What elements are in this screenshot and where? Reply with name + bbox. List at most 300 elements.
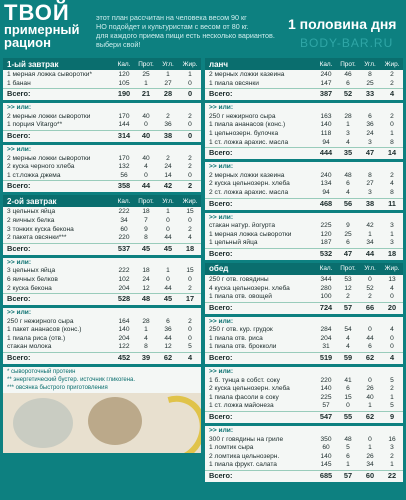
row-value: 0 [144, 121, 148, 129]
or-label [3, 259, 201, 268]
row-value: 0 [144, 171, 148, 179]
row-value: 62 [163, 353, 173, 363]
total-row [3, 88, 201, 99]
row-item: 1 пиала фасоли в соку [209, 393, 279, 401]
row-value: 20 [387, 302, 397, 312]
row-value: 25 [344, 230, 352, 238]
total-row [205, 470, 403, 481]
row-value: 4 [389, 353, 395, 363]
row-value: 204 [320, 334, 332, 342]
row-value: 102 [118, 275, 130, 283]
row-value: 8 [368, 171, 372, 179]
row-value: 40 [142, 154, 150, 162]
column-header: Угл. [364, 265, 376, 273]
row-value: 39 [141, 353, 151, 363]
row-value: 1 [390, 129, 394, 137]
food-row [3, 234, 201, 243]
row-value: 280 [320, 284, 332, 292]
row-item: 1 пиала отв. риса [209, 334, 263, 342]
section-header [3, 195, 201, 207]
row-value: 40 [141, 130, 151, 140]
intro-line: выбери свой! [96, 40, 141, 49]
row-item: 3 тонких куска бекона [7, 225, 74, 233]
row-item: Всего: [209, 302, 233, 312]
food-row [205, 222, 403, 231]
row-item: Всего: [7, 243, 31, 253]
row-item: 2 куска бекона [7, 284, 52, 292]
food-row [205, 402, 403, 411]
row-item: 1 пиала отв. брокколи [209, 343, 277, 351]
column-header: Кал. [319, 265, 333, 273]
food-photo [3, 393, 201, 453]
row-value: 140 [320, 452, 332, 460]
row-value: 140 [320, 121, 332, 129]
row-value: 190 [117, 89, 131, 99]
food-row [205, 453, 403, 462]
food-row [205, 343, 403, 352]
row-value: 0 [188, 216, 192, 224]
row-value: 60 [322, 444, 330, 452]
row-value: 8 [144, 343, 148, 351]
row-value: 52 [343, 89, 353, 99]
watermark: BODY-BAR.RU [300, 36, 394, 50]
food-row [3, 326, 201, 335]
row-value: 11 [388, 198, 396, 208]
food-row [205, 377, 403, 386]
row-value: 0 [390, 293, 394, 301]
food-row [205, 239, 403, 248]
row-value: 22 [387, 471, 397, 480]
section-header [205, 263, 403, 275]
row-value: 0 [390, 343, 394, 351]
column-header: Угл. [364, 60, 376, 68]
row-value: 44 [141, 181, 151, 191]
column-header: Жир. [384, 60, 400, 68]
meal-option [205, 103, 403, 159]
food-row [205, 394, 403, 403]
half-day-title: 1 половина дня [288, 16, 397, 32]
row-value: 170 [118, 112, 130, 120]
row-value: 1 [390, 461, 394, 469]
row-value: 532 [319, 248, 333, 258]
row-value: 1 [368, 444, 372, 452]
row-item: 2 куска цельнозерн. хлеба [209, 180, 290, 188]
row-value: 0 [368, 435, 372, 443]
row-item: стакан натур. йогурта [209, 222, 276, 230]
or-text: >> или: [209, 213, 234, 221]
row-item: 250 г нежирного сыра [209, 112, 276, 120]
row-item: Всего: [209, 198, 233, 208]
row-value: 222 [118, 267, 130, 275]
total-row [205, 248, 403, 259]
row-value: 164 [118, 317, 130, 325]
right-column [205, 58, 403, 485]
row-value: 27 [164, 79, 172, 87]
row-item: 250 г отв. кур. грудок [209, 326, 273, 334]
or-label [3, 309, 201, 318]
left-column [3, 58, 201, 453]
footnote: * сывороточный протеин [7, 369, 76, 376]
row-value: 45 [163, 243, 173, 253]
food-row [205, 461, 403, 470]
row-value: 1 [368, 402, 372, 410]
row-value: 163 [320, 112, 332, 120]
total-row [205, 147, 403, 158]
row-value: 0 [187, 130, 193, 140]
row-value: 28 [142, 317, 150, 325]
logo-line3: рацион [4, 35, 51, 50]
row-value: 8 [144, 234, 148, 242]
row-value: 44 [164, 284, 172, 292]
row-value: 66 [365, 302, 375, 312]
row-value: 52 [366, 284, 374, 292]
row-item: Всего: [7, 130, 31, 140]
row-value: 4 [390, 284, 394, 292]
row-value: 145 [320, 461, 332, 469]
row-value: 5 [346, 444, 350, 452]
row-value: 3 [346, 129, 350, 137]
or-text: >> или: [209, 368, 234, 376]
row-value: 528 [117, 294, 131, 304]
row-value: 18 [185, 243, 195, 253]
row-value: 120 [118, 71, 130, 78]
row-value: 56 [343, 198, 353, 208]
row-value: 28 [163, 89, 173, 99]
row-value: 358 [117, 181, 131, 191]
row-value: 2 [368, 293, 372, 301]
oatmeal-image [88, 397, 142, 445]
row-value: 147 [320, 79, 332, 87]
food-row [205, 113, 403, 122]
row-item: Всего: [7, 353, 31, 363]
food-row [3, 343, 201, 352]
row-value: 1 [390, 230, 394, 238]
total-row [205, 198, 403, 209]
row-value: 6 [346, 79, 350, 87]
row-value: 314 [117, 130, 131, 140]
row-item: 2 мерные ложки сыворотки [7, 112, 91, 120]
intro-text [96, 13, 286, 49]
column-header: Кал. [117, 60, 131, 68]
row-value: 204 [118, 334, 130, 342]
row-value: 6 [346, 452, 350, 460]
row-value: 444 [319, 148, 333, 158]
row-value: 42 [366, 222, 374, 230]
intro-line: НО подойдет и культуристам с весом от 80 кг. [96, 22, 249, 31]
row-value: 187 [320, 239, 332, 247]
total-row [205, 302, 403, 313]
row-value: 2 [390, 71, 394, 78]
row-value: 24 [142, 275, 150, 283]
food-row [3, 335, 201, 344]
or-text: >> или: [7, 145, 32, 153]
row-value: 387 [319, 89, 333, 99]
row-item: 2 мерных ложки казеина [209, 171, 285, 179]
row-value: 6 [368, 343, 372, 351]
section-header [3, 58, 201, 70]
row-item: 2 мерных ложки казеина [209, 71, 285, 78]
row-item: Всего: [209, 89, 233, 99]
row-item: Всего: [209, 471, 233, 480]
row-value: 33 [365, 89, 375, 99]
row-item: 1 ст.ложка джема [7, 171, 61, 179]
row-value: 2 [390, 79, 394, 87]
row-value: 5 [390, 376, 394, 384]
row-value: 3 [368, 188, 372, 196]
row-value: 24 [366, 129, 374, 137]
row-value: 0 [166, 275, 170, 283]
row-item: 2 ст. ложка арахис. масла [209, 188, 289, 196]
row-value: 59 [343, 353, 353, 363]
row-item: Всего: [209, 353, 233, 363]
row-item: Всего: [209, 148, 233, 158]
meal-option [205, 367, 403, 423]
row-value: 38 [365, 198, 375, 208]
row-item: 1 пиала ананасов (конс.) [209, 121, 286, 129]
total-row [3, 243, 201, 254]
row-value: 14 [387, 148, 397, 158]
row-value: 45 [141, 243, 151, 253]
row-value: 34 [366, 239, 374, 247]
row-value: 28 [344, 112, 352, 120]
row-value: 132 [118, 163, 130, 171]
row-value: 5 [188, 343, 192, 351]
row-value: 1 [166, 208, 170, 216]
food-row [3, 208, 201, 217]
row-value: 220 [118, 234, 130, 242]
meal-option [205, 213, 403, 260]
row-value: 34 [366, 461, 374, 469]
row-value: 1 [166, 71, 170, 78]
row-value: 204 [118, 284, 130, 292]
food-row [3, 318, 201, 327]
row-value: 0 [187, 89, 193, 99]
row-value: 4 [346, 138, 350, 146]
row-value: 170 [118, 154, 130, 162]
row-value: 4 [390, 326, 394, 334]
meal-option [3, 70, 201, 100]
row-value: 1 [188, 71, 192, 78]
row-item: Всего: [209, 412, 233, 422]
row-value: 8 [390, 188, 394, 196]
row-item: 1 банан [7, 79, 31, 87]
row-value: 4 [187, 353, 193, 363]
row-value: 4 [346, 343, 350, 351]
row-value: 2 [390, 385, 394, 393]
section-header [205, 58, 403, 70]
row-item: 250 г отв. говядины [209, 275, 269, 283]
row-value: 0 [368, 376, 372, 384]
row-value: 12 [164, 343, 172, 351]
row-value: 519 [319, 353, 333, 363]
row-value: 2 [188, 225, 192, 233]
row-value: 537 [117, 243, 131, 253]
row-value: 15 [186, 267, 194, 275]
meal-option [3, 145, 201, 192]
row-value: 7 [144, 216, 148, 224]
row-value: 2 [188, 112, 192, 120]
row-value: 44 [366, 334, 374, 342]
row-item: 2 мерные ложки сыворотки [7, 154, 91, 162]
food-row [3, 285, 201, 294]
row-value: 220 [320, 376, 332, 384]
or-text: >> или: [7, 258, 32, 266]
row-value: 0 [188, 275, 192, 283]
or-label [205, 163, 403, 172]
row-value: 36 [164, 121, 172, 129]
row-value: 26 [366, 452, 374, 460]
row-value: 8 [368, 71, 372, 78]
row-value: 222 [118, 208, 130, 216]
or-label [205, 427, 403, 436]
column-header: Прот. [138, 197, 154, 205]
row-value: 4 [390, 180, 394, 188]
row-item: 1 ст. ложка майонеза [209, 402, 274, 410]
intro-line: для каждого приема пищи есть несколько вариантов. [96, 31, 275, 40]
or-text: >> или: [209, 317, 234, 325]
total-row [3, 352, 201, 363]
row-value: 2 [390, 171, 394, 179]
row-value: 44 [164, 334, 172, 342]
row-value: 685 [319, 471, 333, 480]
row-item: 1 пиала отв. овощей [209, 293, 272, 301]
or-label [205, 368, 403, 377]
food-row [205, 139, 403, 148]
row-value: 6 [166, 317, 170, 325]
row-value: 0 [188, 121, 192, 129]
food-row [205, 80, 403, 89]
row-item: стакан молока [7, 343, 52, 351]
row-value: 100 [320, 293, 332, 301]
row-value: 0 [390, 121, 394, 129]
food-row [3, 276, 201, 285]
row-item: 1 цельный яйца [209, 239, 258, 247]
row-value: 9 [144, 225, 148, 233]
food-row [205, 276, 403, 285]
row-value: 144 [118, 121, 130, 129]
row-value: 13 [388, 275, 396, 283]
section-title: ланч [209, 59, 229, 69]
row-value: 284 [320, 326, 332, 334]
row-value: 1 [166, 267, 170, 275]
or-label [3, 104, 201, 113]
row-value: 4 [346, 188, 350, 196]
or-label [205, 104, 403, 113]
row-value: 27 [366, 180, 374, 188]
food-row [205, 189, 403, 198]
column-header: Прот. [340, 60, 356, 68]
row-value: 44 [365, 248, 375, 258]
row-value: 118 [320, 129, 332, 137]
row-value: 225 [320, 393, 332, 401]
row-value: 468 [319, 198, 333, 208]
row-value: 2 [166, 154, 170, 162]
row-item: 3 цельных яйца [7, 267, 56, 275]
row-value: 0 [390, 334, 394, 342]
column-header: Угл. [162, 197, 174, 205]
row-item: 6 яичных белков [7, 275, 58, 283]
row-value: 344 [320, 275, 332, 283]
row-value: 34 [120, 216, 128, 224]
row-item: 2 куска черного хлеба [7, 163, 75, 171]
food-row [205, 436, 403, 445]
food-row [3, 80, 201, 89]
food-row [205, 71, 403, 80]
row-value: 62 [365, 412, 375, 422]
food-row [205, 231, 403, 240]
food-row [205, 293, 403, 302]
row-value: 2 [346, 293, 350, 301]
row-value: 1 [390, 393, 394, 401]
row-value: 45 [163, 294, 173, 304]
row-value: 57 [343, 471, 353, 480]
row-value: 0 [188, 171, 192, 179]
row-value: 2 [166, 112, 170, 120]
row-value: 17 [185, 294, 195, 304]
row-value: 0 [188, 79, 192, 87]
row-value: 0 [368, 326, 372, 334]
row-value: 122 [118, 343, 130, 351]
food-row [205, 130, 403, 139]
row-item: 1 б. тунца в собст. соку [209, 376, 280, 384]
row-value: 60 [120, 225, 128, 233]
row-value: 1 [368, 230, 372, 238]
meal-option [205, 162, 403, 209]
or-label [205, 214, 403, 223]
row-value: 12 [344, 284, 352, 292]
row-value: 140 [320, 385, 332, 393]
row-value: 4 [188, 234, 192, 242]
row-value: 57 [343, 302, 353, 312]
row-value: 9 [389, 412, 395, 422]
row-value: 2 [188, 317, 192, 325]
section-title: обед [209, 264, 229, 274]
food-row [3, 267, 201, 276]
row-value: 14 [164, 171, 172, 179]
row-value: 3 [390, 239, 394, 247]
row-value: 94 [322, 138, 330, 146]
row-value: 47 [365, 148, 375, 158]
or-text: >> или: [7, 309, 32, 317]
row-value: 18 [142, 267, 150, 275]
or-text: >> или: [7, 104, 32, 112]
row-value: 1 [144, 79, 148, 87]
row-value: 5 [390, 402, 394, 410]
or-label [3, 146, 201, 155]
row-item: 2 пакета овсянки*** [7, 234, 67, 242]
row-item: Всего: [7, 181, 31, 191]
or-text: >> или: [209, 104, 234, 112]
row-value: 9 [346, 222, 350, 230]
row-value: 120 [320, 230, 332, 238]
row-value: 41 [344, 376, 352, 384]
row-value: 24 [164, 163, 172, 171]
row-value: 94 [322, 188, 330, 196]
total-row [3, 180, 201, 191]
food-row [3, 155, 201, 164]
food-row [205, 180, 403, 189]
row-value: 15 [344, 393, 352, 401]
row-value: 56 [120, 171, 128, 179]
row-item: 4 куска цельнозерн. хлеба [209, 284, 290, 292]
row-value: 18 [142, 208, 150, 216]
row-item: 3 цельных яйца [7, 208, 56, 216]
logo [4, 0, 80, 50]
row-item: 250 г нежирного сыра [7, 317, 74, 325]
row-value: 62 [365, 353, 375, 363]
row-item: 2 куска цельнозерн. хлеба [209, 385, 290, 393]
food-row [3, 113, 201, 122]
